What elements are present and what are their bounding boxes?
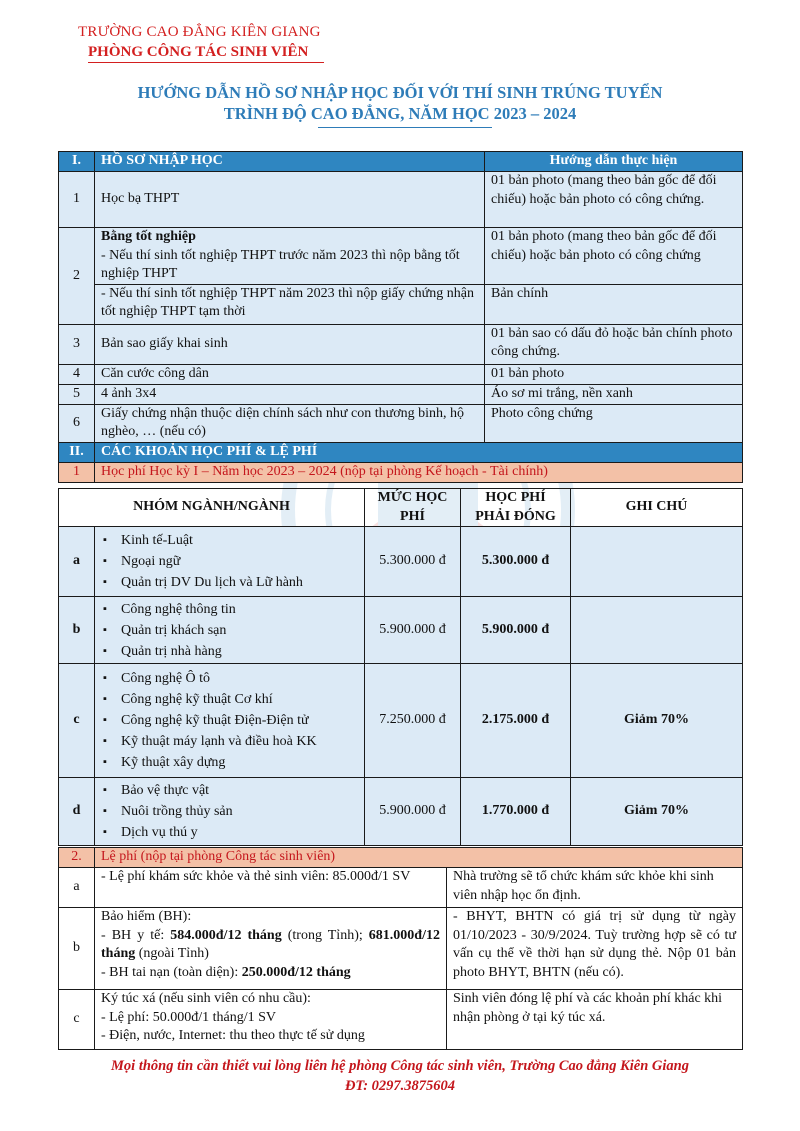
table-row — [59, 778, 743, 846]
tuition-header-row — [59, 489, 743, 527]
tuition-note — [571, 527, 743, 597]
fee-key: b — [59, 908, 95, 990]
title-underline — [318, 127, 492, 128]
list-item: ▪ Công nghệ thông tin — [101, 599, 358, 620]
tuition-payable: 5.900.000 đ — [461, 597, 571, 664]
subsection-header-row — [59, 848, 743, 868]
document-guide: 01 bản photo (mang theo bản gốc để đối chiếu) hoặc bản photo có công chứng — [485, 228, 743, 285]
section-title: CÁC KHOẢN HỌC PHÍ & LỆ PHÍ — [95, 442, 743, 462]
list-item: ▪ Quản trị nhà hàng — [101, 641, 358, 662]
table-row — [59, 384, 743, 404]
tuition-rate: 5.900.000 đ — [365, 597, 461, 664]
guide-column-header: Hướng dẫn thực hiện — [485, 152, 743, 172]
list-item: ▪ Nuôi trồng thủy sản — [101, 801, 358, 822]
document-guide: 01 bản photo — [485, 364, 743, 384]
table-row — [59, 172, 743, 228]
school-name: TRƯỜNG CAO ĐẲNG KIÊN GIANG — [78, 24, 321, 40]
list-item: ▪ Quản trị DV Du lịch và Lữ hành — [101, 572, 358, 593]
document-item: Bản sao giấy khai sinh — [95, 324, 485, 364]
document-item: Học bạ THPT — [95, 172, 485, 228]
contact-line: Mọi thông tin cần thiết vui lòng liên hệ phòng Công tác sinh viên, Trường Cao đẳng Kiên Giang — [111, 1058, 689, 1074]
tuition-note: Giảm 70% — [571, 778, 743, 846]
document-guide: 01 bản photo (mang theo bản gốc để đối chiếu) hoặc bản photo có công chứng. — [485, 172, 743, 228]
health-insurance-line — [101, 927, 440, 964]
table-row — [59, 868, 743, 908]
tuition-note: Giảm 70% — [571, 664, 743, 778]
table-row — [59, 364, 743, 384]
document-title-line-2: TRÌNH ĐỘ CAO ĐẲNG, NĂM HỌC 2023 – 2024 — [223, 104, 577, 123]
health-insurance-out-province-label: (ngoài Tỉnh) — [135, 946, 209, 961]
fee-key: c — [59, 990, 95, 1050]
document-item-detail: - Nếu thí sinh tốt nghiệp THPT trước năm 2023 thì nộp bằng tốt nghiệp THPT — [101, 247, 460, 281]
fees-table — [58, 847, 743, 1050]
table-row — [59, 228, 743, 285]
col-header-rate: MỨC HỌC PHÍ — [365, 489, 461, 527]
row-number: 4 — [59, 364, 95, 384]
dorm-fee: - Lệ phí: 50.000đ/1 tháng/1 SV — [101, 1009, 276, 1025]
tuition-rate: 5.900.000 đ — [365, 778, 461, 846]
group-key: b — [59, 597, 95, 664]
document-guide: Photo công chứng — [485, 404, 743, 442]
fee-note: - BHYT, BHTN có giá trị sử dụng từ ngày 01/10/2023 - 30/9/2024. Tuỳ trường hợp sẽ có tư vấn cụ thể về thời hạn sử dụng thẻ. Nộp 01 bản photo BHYT, BHTN (nếu có). — [447, 908, 743, 990]
fee-note: Sinh viên đóng lệ phí và các khoản phí khác khi nhận phòng ở tại ký túc xá. — [447, 990, 743, 1050]
table-row — [59, 990, 743, 1050]
table-row — [59, 284, 743, 324]
table-row — [59, 324, 743, 364]
document-item-detail: - Nếu thí sinh tốt nghiệp THPT năm 2023 thì nộp giấy chứng nhận tốt nghiệp THPT tạm thời — [95, 284, 485, 324]
fee-key: a — [59, 868, 95, 908]
subsection-number: 2. — [59, 848, 95, 868]
section-title: HỒ SƠ NHẬP HỌC — [95, 152, 485, 172]
fee-detail — [95, 990, 447, 1050]
major-list — [95, 597, 365, 664]
table-row — [59, 404, 743, 442]
list-item: ▪ Kinh tế-Luật — [101, 530, 358, 551]
tuition-table — [58, 488, 743, 846]
subsection-number: 1 — [59, 462, 95, 482]
list-item: ▪ Quản trị khách sạn — [101, 620, 358, 641]
section-header-row — [59, 442, 743, 462]
group-key: c — [59, 664, 95, 778]
tuition-payable: 5.300.000 đ — [461, 527, 571, 597]
health-insurance-in-province: 584.000đ/12 tháng — [170, 927, 282, 943]
row-number: 2 — [59, 228, 95, 325]
accident-insurance-label: - BH tai nạn (toàn diện): — [101, 964, 242, 980]
tuition-payable: 2.175.000 đ — [461, 664, 571, 778]
list-item: ▪ Công nghệ kỹ thuật Cơ khí — [101, 689, 358, 710]
admission-documents-table — [58, 151, 743, 483]
document-guide: Bản chính — [485, 284, 743, 324]
list-item: ▪ Ngoại ngữ — [101, 551, 358, 572]
tuition-payable: 1.770.000 đ — [461, 778, 571, 846]
major-list — [95, 778, 365, 846]
subsection-title: Lệ phí (nộp tại phòng Công tác sinh viên) — [95, 848, 743, 868]
subsection-header-row — [59, 462, 743, 482]
list-item: ▪ Công nghệ kỹ thuật Điện-Điện tử — [101, 710, 358, 731]
department-name: PHÒNG CÔNG TÁC SINH VIÊN — [88, 44, 309, 60]
document-item-title: Bằng tốt nghiệp — [101, 229, 196, 244]
document-guide: Áo sơ mi trắng, nền xanh — [485, 384, 743, 404]
tuition-note — [571, 597, 743, 664]
document-item: Căn cước công dân — [95, 364, 485, 384]
col-header-note: GHI CHÚ — [571, 489, 743, 527]
tuition-rate: 7.250.000 đ — [365, 664, 461, 778]
subsection-title: Học phí Học kỳ I – Năm học 2023 – 2024 (nộp tại phòng Kế hoạch - Tài chính) — [95, 462, 743, 482]
col-header-group: NHÓM NGÀNH/NGÀNH — [59, 489, 365, 527]
list-item: ▪ Kỹ thuật xây dựng — [101, 752, 358, 773]
accident-insurance-amount: 250.000đ/12 tháng — [241, 964, 351, 980]
health-insurance-in-province-label: (trong Tỉnh); — [281, 927, 369, 943]
health-insurance-label: - BH y tế: — [101, 927, 171, 943]
list-item: ▪ Bảo vệ thực vật — [101, 780, 358, 801]
row-number: 6 — [59, 404, 95, 442]
table-row — [59, 597, 743, 664]
fee-note: Nhà trường sẽ tổ chức khám sức khỏe khi sinh viên nhập học ổn định. — [447, 868, 743, 908]
health-insurance-out-province: 681.000đ/12 tháng — [101, 927, 440, 961]
row-number: 5 — [59, 384, 95, 404]
list-item: ▪ Công nghệ Ô tô — [101, 668, 358, 689]
section-number: II. — [59, 442, 95, 462]
department-underline — [88, 62, 324, 63]
document-item: 4 ảnh 3x4 — [95, 384, 485, 404]
col-header-pay: HỌC PHÍ PHẢI ĐÓNG — [461, 489, 571, 527]
dorm-title: Ký túc xá (nếu sinh viên có nhu cầu): — [101, 991, 311, 1006]
row-number: 3 — [59, 324, 95, 364]
tuition-rate: 5.300.000 đ — [365, 527, 461, 597]
row-number: 1 — [59, 172, 95, 228]
document-title-line-1: HƯỚNG DẪN HỒ SƠ NHẬP HỌC ĐỐI VỚI THÍ SINH TRÚNG TUYỂN — [137, 83, 663, 102]
dorm-utilities: - Điện, nước, Internet: thu theo thực tế sử dụng — [101, 1028, 365, 1043]
contact-footer — [58, 1056, 742, 1096]
fee-detail — [95, 908, 447, 990]
insurance-title: Bảo hiểm (BH): — [101, 909, 192, 924]
document-item: Giấy chứng nhận thuộc diện chính sách như con thương binh, hộ nghèo, … (nếu có) — [95, 404, 485, 442]
list-item: ▪ Kỹ thuật máy lạnh và điều hoà KK — [101, 731, 358, 752]
table-row — [59, 527, 743, 597]
list-item: ▪ Dịch vụ thú y — [101, 822, 358, 843]
group-key: d — [59, 778, 95, 846]
accident-insurance-line — [101, 964, 440, 983]
major-list — [95, 664, 365, 778]
section-header-row — [59, 152, 743, 172]
document-item — [95, 228, 485, 285]
major-list — [95, 527, 365, 597]
fee-detail: - Lệ phí khám sức khỏe và thẻ sinh viên: 85.000đ/1 SV — [95, 868, 447, 908]
group-key: a — [59, 527, 95, 597]
contact-phone: ĐT: 0297.3875604 — [344, 1078, 456, 1094]
table-row — [59, 908, 743, 990]
table-row — [59, 664, 743, 778]
section-number: I. — [59, 152, 95, 172]
document-guide: 01 bản sao có dấu đỏ hoặc bản chính photo công chứng. — [485, 324, 743, 364]
